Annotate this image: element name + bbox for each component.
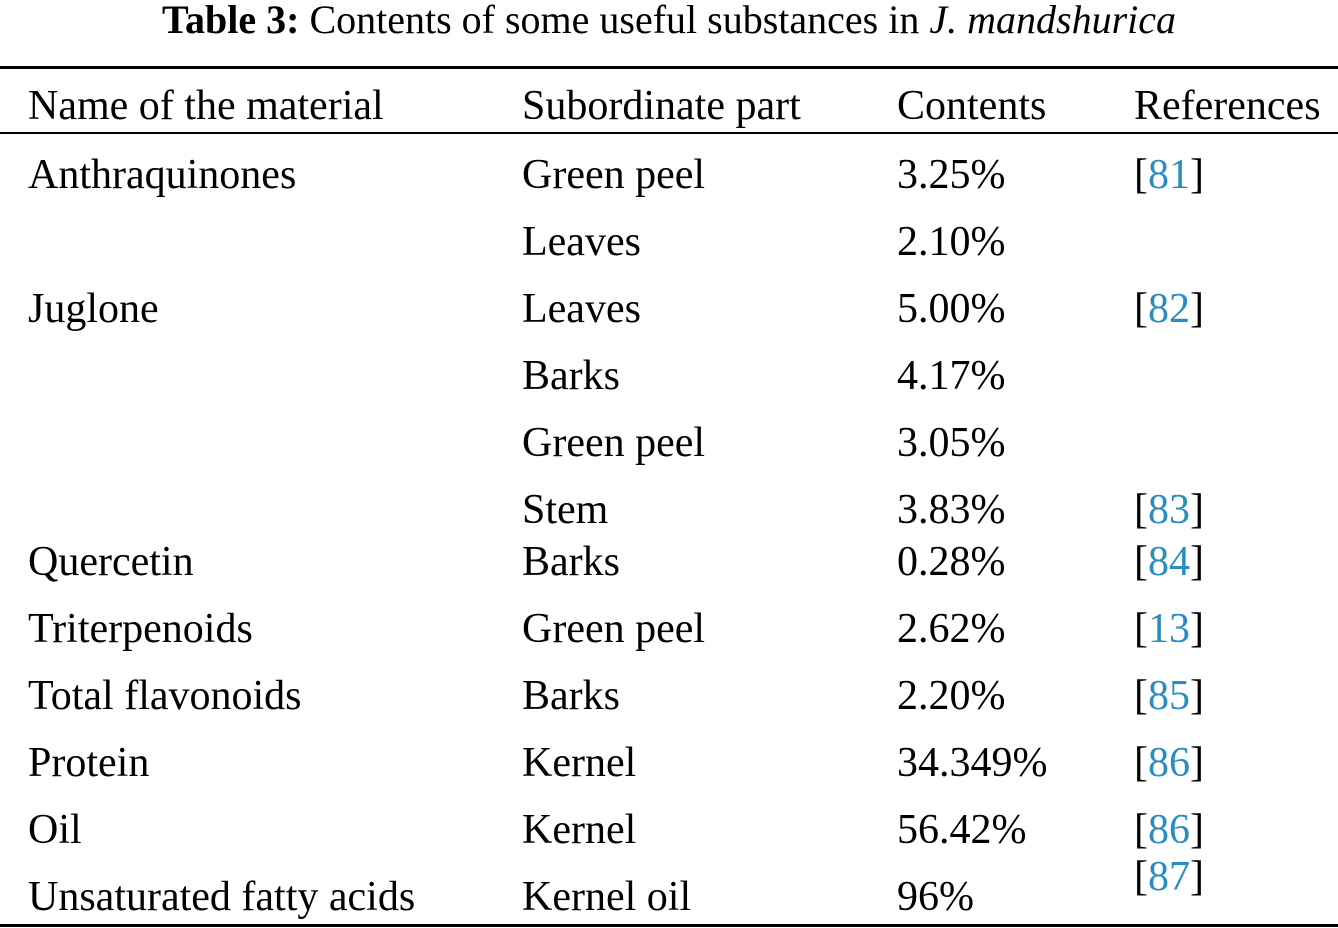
cell-content: 3.05% xyxy=(897,420,1006,466)
reference-link[interactable]: 82 xyxy=(1148,286,1190,332)
cell-content: 34.349% xyxy=(897,740,1048,786)
cell-content: 2.62% xyxy=(897,606,1006,652)
reference-citation[interactable]: [86] xyxy=(1134,807,1204,853)
cell-content: 2.20% xyxy=(897,673,1006,719)
cell-subordinate-part: Barks xyxy=(522,353,620,399)
header-rule xyxy=(0,132,1338,134)
cell-material-name: Anthraquinones xyxy=(28,152,297,198)
cell-content: 3.83% xyxy=(897,487,1006,533)
reference-link[interactable]: 86 xyxy=(1148,740,1190,786)
cell-material-name: Total flavonoids xyxy=(28,673,302,719)
top-rule xyxy=(0,66,1338,69)
cell-material-name: Quercetin xyxy=(28,539,194,585)
cell-subordinate-part: Green peel xyxy=(522,420,706,466)
reference-citation[interactable]: [82] xyxy=(1134,286,1204,332)
cell-material-name: Juglone xyxy=(28,286,159,332)
bottom-rule xyxy=(0,924,1338,927)
reference-link[interactable]: 86 xyxy=(1148,807,1190,853)
reference-link[interactable]: 81 xyxy=(1148,152,1190,198)
cell-subordinate-part: Barks xyxy=(522,539,620,585)
reference-citation[interactable]: [13] xyxy=(1134,606,1204,652)
table-caption xyxy=(0,0,1338,42)
caption-label: Table 3: xyxy=(161,0,300,42)
cell-material-name: Protein xyxy=(28,740,150,786)
cell-content: 2.10% xyxy=(897,219,1006,265)
header-name: Name of the material xyxy=(28,83,384,129)
cell-subordinate-part: Kernel xyxy=(522,740,637,786)
cell-material-name: Unsaturated fatty acids xyxy=(28,874,416,920)
reference-link[interactable]: 84 xyxy=(1148,539,1190,585)
cell-subordinate-part: Barks xyxy=(522,673,620,719)
cell-subordinate-part: Green peel xyxy=(522,606,706,652)
caption-species: J. mandshurica xyxy=(929,0,1176,42)
cell-subordinate-part: Stem xyxy=(522,487,609,533)
cell-subordinate-part: Leaves xyxy=(522,219,641,265)
header-part: Subordinate part xyxy=(522,83,801,129)
reference-link[interactable]: 13 xyxy=(1148,606,1190,652)
cell-subordinate-part: Leaves xyxy=(522,286,641,332)
cell-content: 5.00% xyxy=(897,286,1006,332)
cell-material-name: Oil xyxy=(28,807,82,853)
reference-citation[interactable]: [84] xyxy=(1134,539,1204,585)
cell-content: 56.42% xyxy=(897,807,1027,853)
reference-citation[interactable]: [85] xyxy=(1134,673,1204,719)
header-references: References xyxy=(1134,83,1321,129)
reference-citation[interactable]: [87] xyxy=(1134,854,1204,900)
cell-content: 4.17% xyxy=(897,353,1006,399)
cell-subordinate-part: Green peel xyxy=(522,152,706,198)
caption-text: Contents of some useful substances in xyxy=(309,0,920,42)
cell-content: 96% xyxy=(897,874,974,920)
cell-content: 0.28% xyxy=(897,539,1006,585)
cell-content: 3.25% xyxy=(897,152,1006,198)
header-contents: Contents xyxy=(897,83,1047,129)
reference-citation[interactable]: [81] xyxy=(1134,152,1204,198)
reference-citation[interactable]: [86] xyxy=(1134,740,1204,786)
reference-link[interactable]: 83 xyxy=(1148,487,1190,533)
cell-subordinate-part: Kernel oil xyxy=(522,874,692,920)
reference-link[interactable]: 87 xyxy=(1148,854,1190,900)
cell-subordinate-part: Kernel xyxy=(522,807,637,853)
reference-citation[interactable]: [83] xyxy=(1134,487,1204,533)
cell-material-name: Triterpenoids xyxy=(28,606,253,652)
reference-link[interactable]: 85 xyxy=(1148,673,1190,719)
